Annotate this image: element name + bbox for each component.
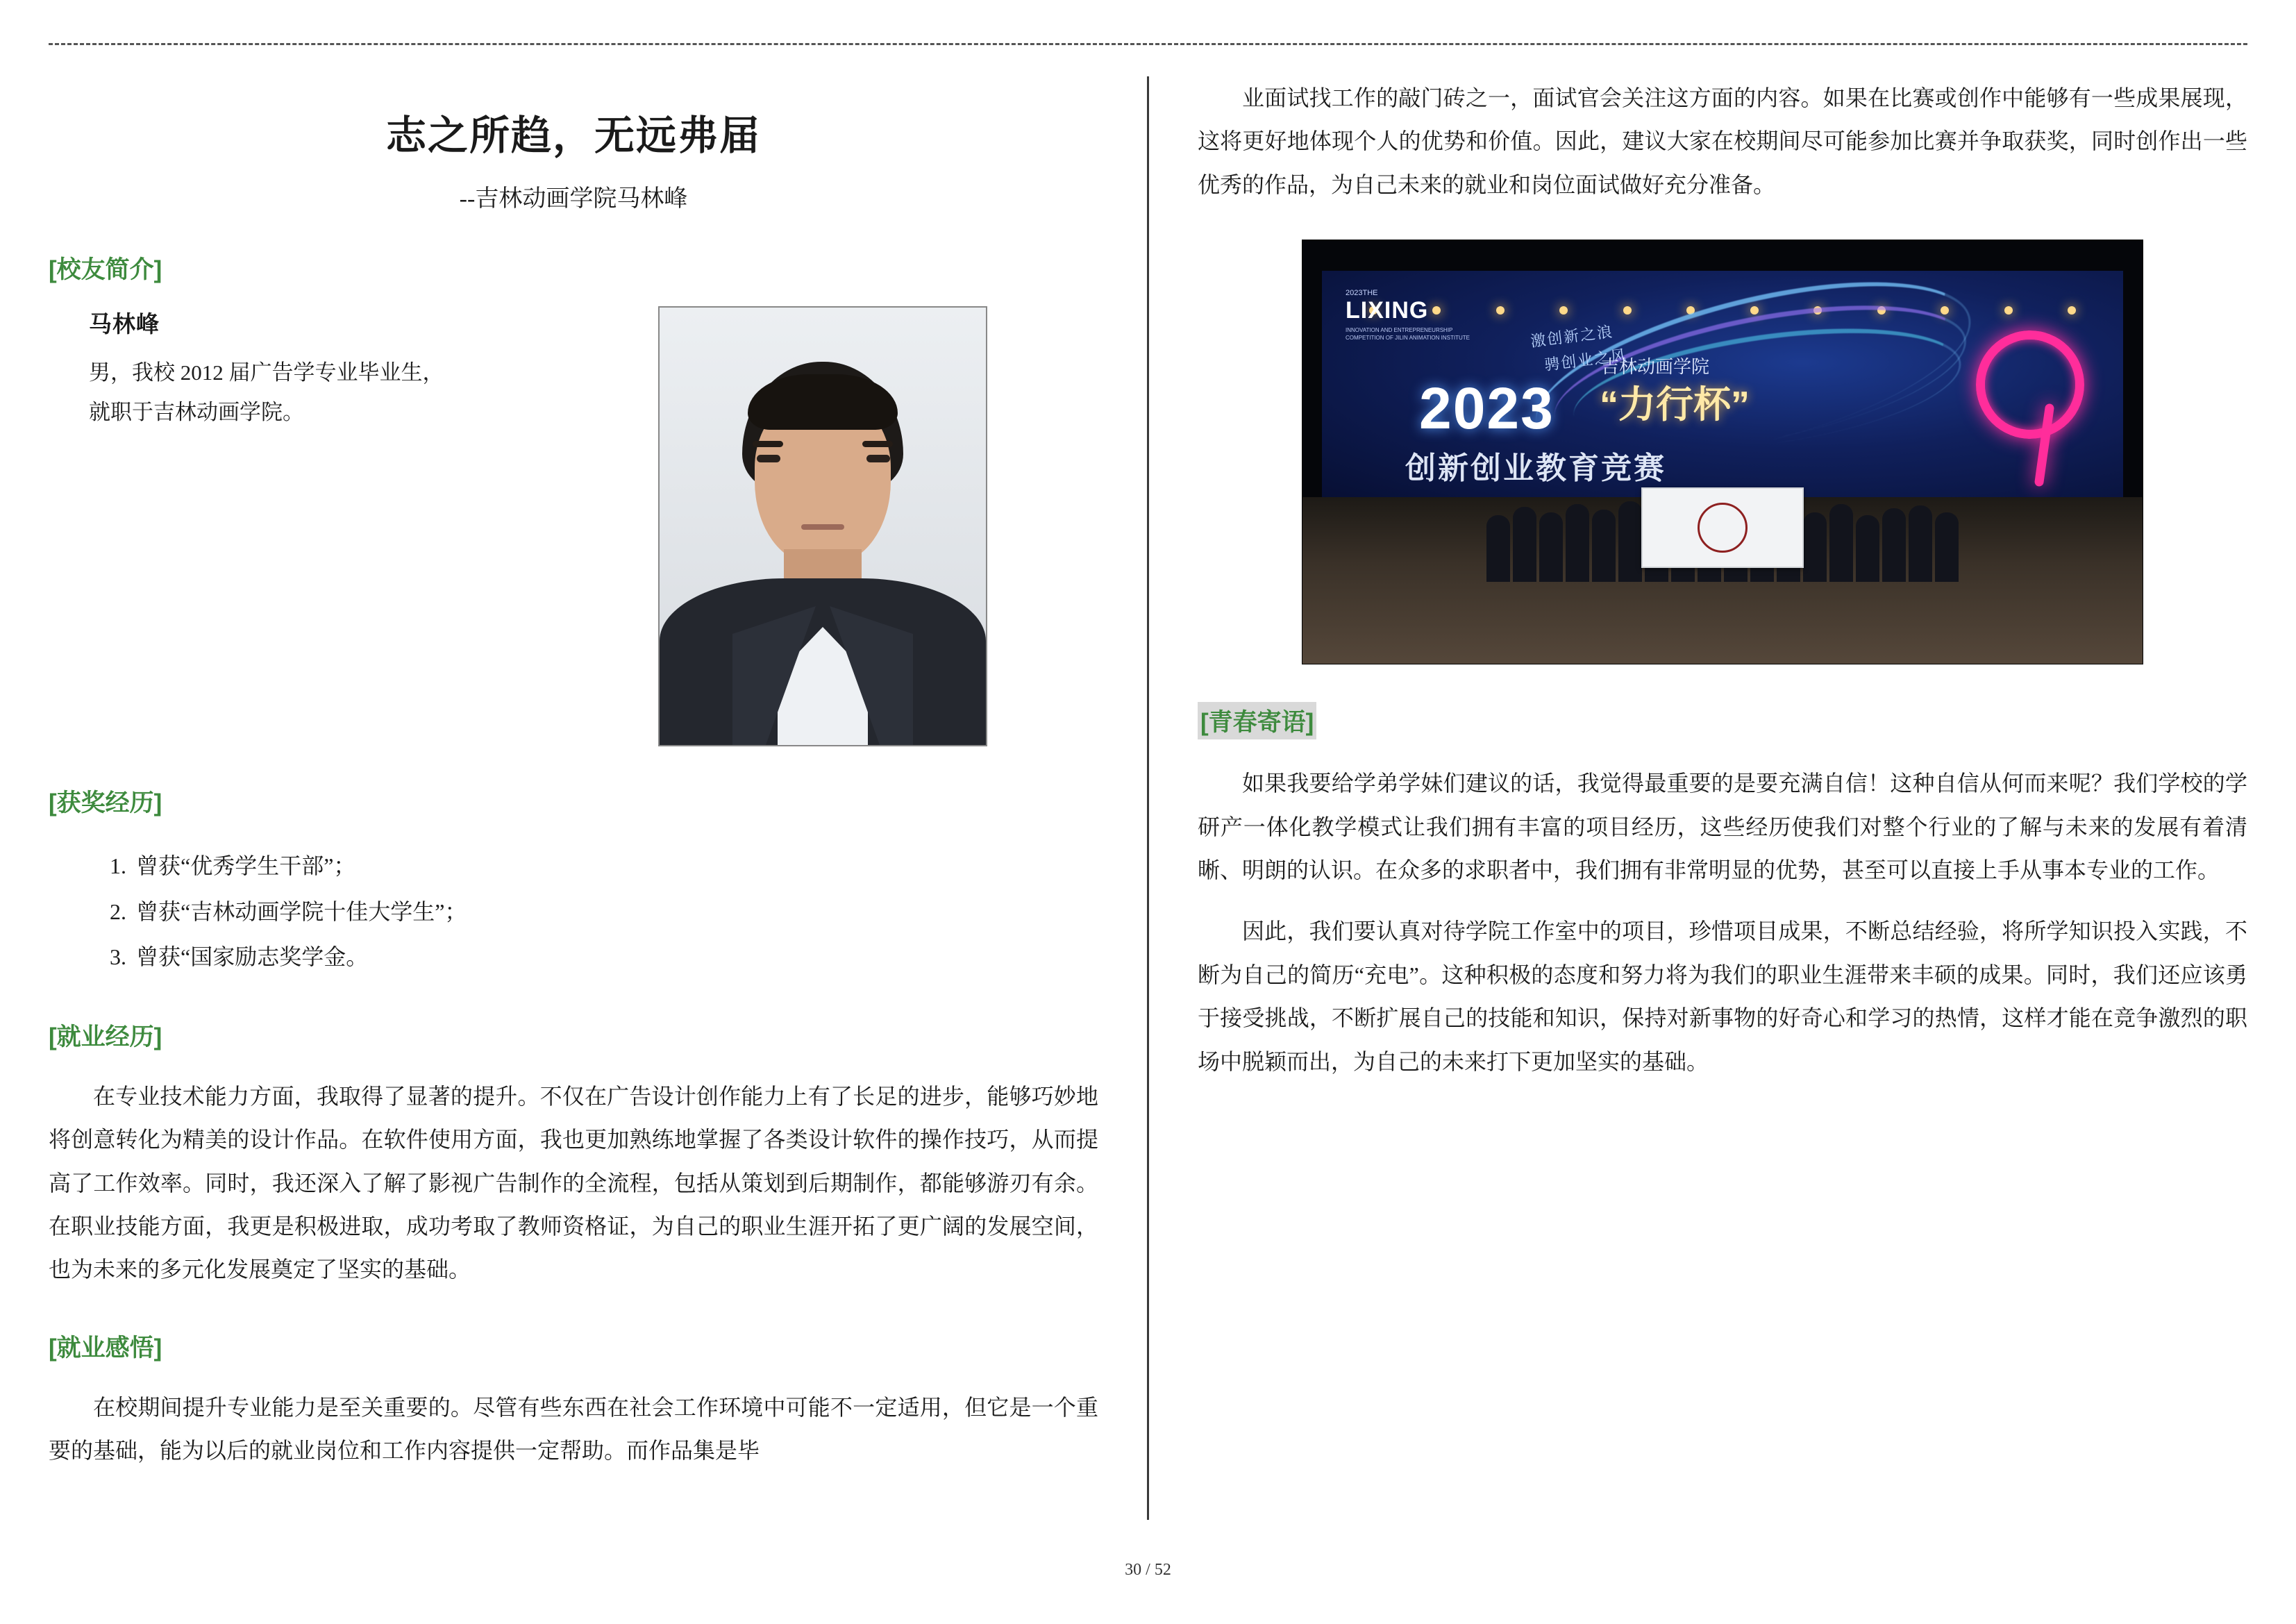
team-banner <box>1641 487 1804 568</box>
stage-led-screen <box>1322 271 2123 500</box>
section-heading-reflection: [就业感悟] <box>49 1334 162 1362</box>
school-name-label: 吉林动画学院 <box>1601 356 1710 378</box>
badge-year-label: 2023THE <box>1346 289 1378 298</box>
youth-message-paragraph-2: 因此，我们要认真对待学院工作室中的项目，珍惜项目成果，不断总结经验，将所学知识投入实践，不断为自己的简历“充电”。这种积极的态度和努力将为我们的职业生涯带来丰硕的成果。同时，我们还应该勇于接受挑战，不断扩展自己的技能和知识，保持对新事物的好奇心和学习的热情，这样才能在竞争激烈的职场中脱颖而出，为自己的未来打下更加坚实的基础。 <box>1198 919 2247 1074</box>
event-subtitle-label: 创新创业教育竞赛 <box>1405 451 1666 486</box>
page-number: 30 / 52 <box>1125 1561 1171 1579</box>
profile-text <box>49 306 637 433</box>
profile-block <box>49 306 1098 746</box>
top-divider-rule <box>49 43 2247 45</box>
slogan-line-1: 激创新之浪 <box>1530 322 1615 351</box>
page-title: 志之所趋，无远弗届 <box>385 113 761 158</box>
list-item: 3. 曾获“国家励志奖学金。 <box>132 935 1098 980</box>
section-heading-awards: [获奖经历] <box>49 789 162 817</box>
page-subtitle: --吉林动画学院马林峰 <box>459 186 688 212</box>
alumni-portrait-photo <box>658 306 987 746</box>
employment-experience-paragraph: 在专业技术能力方面，我取得了显著的提升。不仅在广告设计创作能力上有了长足的进步，能够巧妙地将创意转化为精美的设计作品。在软件使用方面，我也更加熟练地掌握了各类设计软件的操作技巧，从而提高了工作效率。同时，我还深入了解了影视广告制作的全流程，包括从策划到后期制作，都能够游刃有余。在职业技能方面，我更是积极进取，成功考取了教师资格证，为自己的职业生涯开拓了更广阔的发展空间，也为未来的多元化发展奠定了坚实的基础。 <box>49 1083 1098 1282</box>
section-heading-youth-message: [青春寄语] <box>1198 702 1316 739</box>
event-photo <box>1302 240 2143 664</box>
youth-message-paragraph-1: 如果我要给学弟学妹们建议的话，我觉得最重要的是要充满自信！这种自信从何而来呢？我们学校的学研产一体化教学模式让我们拥有丰富的项目经历，这些经历使我们对整个行业的了解与未来的发展有着清晰、明朗的认识。在众多的求职者中，我们拥有非常明显的优势，甚至可以直接上手从事本专业的工作。 <box>1198 771 2247 882</box>
list-item: 2. 曾获“吉林动画学院十佳大学生”； <box>132 889 1098 935</box>
alumni-line-1: 男，我校 2012 届广告学专业毕业生， <box>89 360 444 385</box>
employment-reflection-paragraph: 在校期间提升专业能力是至关重要的。尽管有些东西在社会工作环境中可能不一定适用，但它是一个重要的基础，能为以后的就业岗位和工作内容提供一定帮助。而作品集是毕 <box>49 1394 1098 1464</box>
school-seal-icon <box>1698 503 1748 553</box>
badge-subtitle-label: INNOVATION AND ENTREPRENEURSHIP COMPETITION OF JILIN ANIMATION INSTITUTE <box>1346 327 1470 341</box>
right-column <box>1149 76 2247 1520</box>
event-year-label: 2023 <box>1419 376 1555 442</box>
cup-name-label: “力行杯” <box>1600 384 1750 426</box>
alumni-line-2: 就职于吉林动画学院。 <box>89 400 304 425</box>
awards-list <box>49 844 1098 980</box>
section-heading-profile: [校友简介] <box>49 256 162 283</box>
alumni-name: 马林峰 <box>89 312 160 337</box>
two-column-layout <box>49 76 2247 1520</box>
left-column <box>49 76 1147 1520</box>
badge-title-label: LIXING <box>1346 297 1429 324</box>
slogan-line-2: 骋创业之风 <box>1543 346 1629 374</box>
continued-paragraph: 业面试找工作的敲门砖之一，面试官会关注这方面的内容。如果在比赛或创作中能够有一些成果展现，这将更好地体现个人的优势和价值。因此，建议大家在校期间尽可能参加比赛并争取获奖，同时创作出一些优秀的作品，为自己未来的就业和岗位面试做好充分准备。 <box>1198 85 2247 197</box>
list-item: 1. 曾获“优秀学生干部”； <box>132 844 1098 889</box>
competition-badge <box>1346 289 1470 342</box>
numeral-nine-icon <box>1956 330 2081 490</box>
section-heading-employment: [就业经历] <box>49 1023 162 1050</box>
